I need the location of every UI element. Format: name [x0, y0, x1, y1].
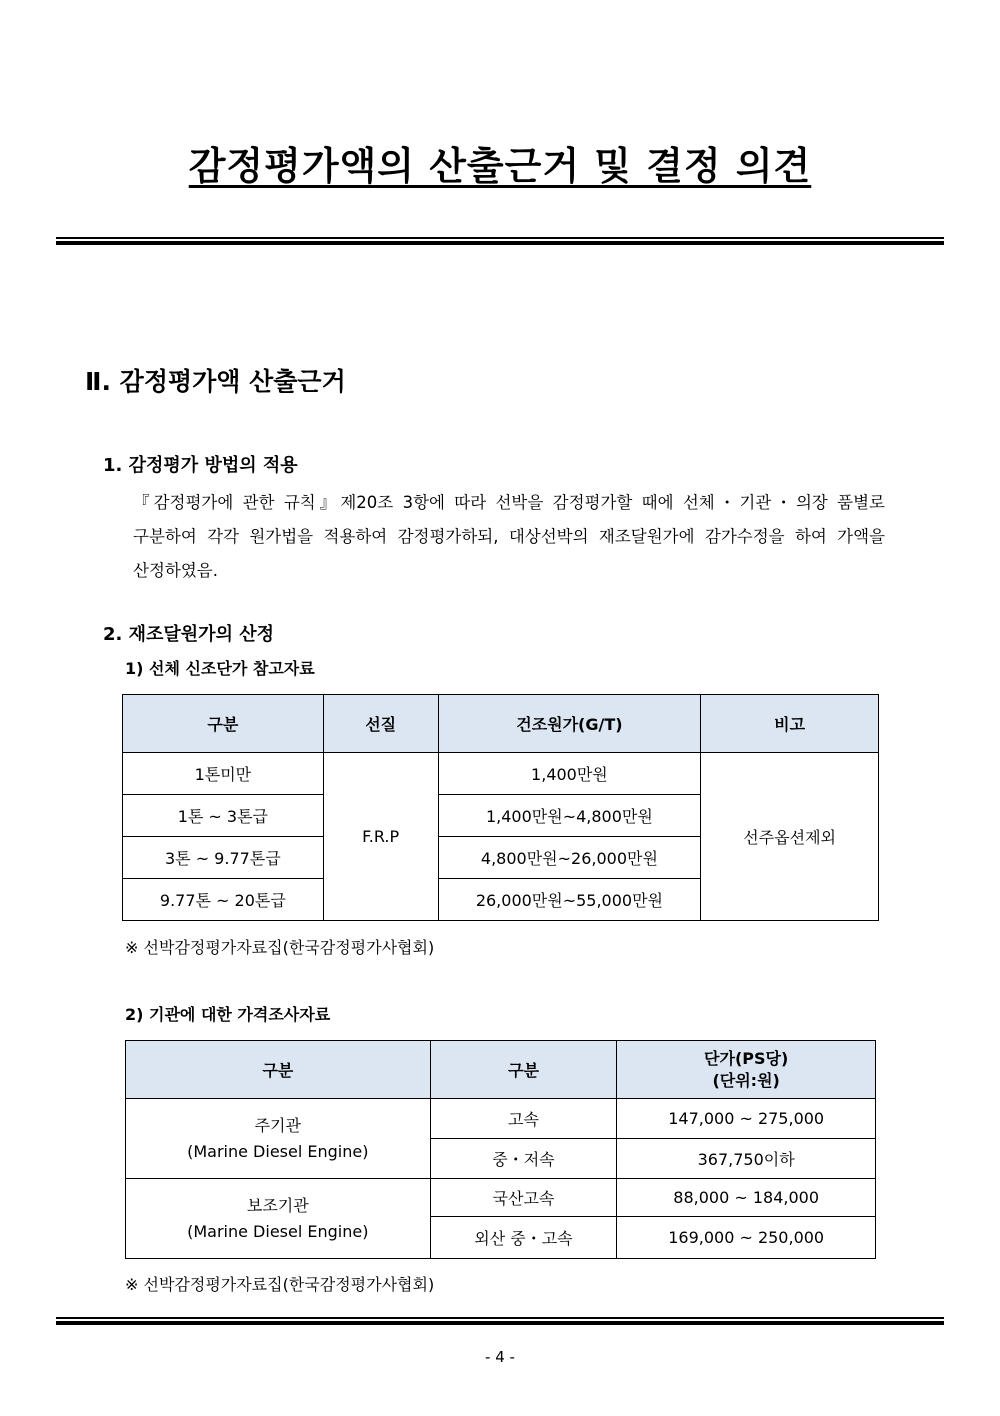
table-cell: 147,000 ~ 275,000 — [617, 1099, 876, 1139]
item1-paragraph: 『감정평가에 관한 규칙』제20조 3항에 따라 선박을 감정평가할 때에 선체・기관・의장 품별로 구분하여 각각 원가법을 적용하여 감정평가하되, 대상선박의 재조달원가에 감가수정을 하여 가액을 산정하였음. — [133, 493, 885, 580]
sub2-heading: 2) 기관에 대한 가격조사자료 — [125, 1005, 331, 1024]
page-title-text: 감정평가액의 산출근거 및 결정 의견 — [188, 144, 812, 188]
column-header: 비고 — [701, 695, 879, 753]
top-divider — [56, 235, 944, 245]
hull-cost-table — [122, 694, 879, 921]
table-row — [123, 753, 879, 795]
item2-heading: 2. 재조달원가의 산정 — [103, 624, 274, 645]
unit-price-label: 단가(PS당) — [704, 1048, 789, 1068]
engine-group-subname: (Marine Diesel Engine) — [187, 1221, 369, 1241]
material-cell: F.R.P — [323, 753, 438, 921]
unit-label: (단위:원) — [712, 1070, 780, 1090]
section-heading: Ⅱ. 감정평가액 산출근거 — [85, 367, 346, 396]
table-cell: 1톤미만 — [123, 753, 324, 795]
item1-heading: 1. 감정평가 방법의 적용 — [103, 455, 298, 476]
column-header: 선질 — [323, 695, 438, 753]
table-cell: 88,000 ~ 184,000 — [617, 1179, 876, 1217]
remark-cell: 선주옵션제외 — [701, 753, 879, 921]
table-cell: 169,000 ~ 250,000 — [617, 1217, 876, 1259]
sub1-heading: 1) 선체 신조단가 참고자료 — [125, 659, 315, 678]
engine-group-name: 주기관 — [254, 1115, 301, 1135]
engine-group-cell — [126, 1099, 431, 1179]
table2-source-note: ※ 선박감정평가자료집(한국감정평가사협회) — [125, 1275, 435, 1294]
engine-group-name: 보조기관 — [246, 1195, 309, 1215]
column-header: 건조원가(G/T) — [438, 695, 701, 753]
table-cell: 1,400만원 — [438, 753, 701, 795]
bottom-divider — [56, 1315, 944, 1325]
column-header: 구분 — [430, 1041, 617, 1099]
table-cell: 고속 — [430, 1099, 617, 1139]
table-header-row — [126, 1041, 876, 1099]
engine-price-table — [125, 1040, 876, 1259]
table-cell: 1,400만원~4,800만원 — [438, 795, 701, 837]
column-header: 구분 — [123, 695, 324, 753]
page-number: - 4 - — [485, 1348, 515, 1366]
table-cell: 외산 중・고속 — [430, 1217, 617, 1259]
engine-group-subname: (Marine Diesel Engine) — [187, 1141, 369, 1161]
table-header-row — [123, 695, 879, 753]
column-header: 구분 — [126, 1041, 431, 1099]
table-cell: 9.77톤 ~ 20톤급 — [123, 879, 324, 921]
table-cell: 3톤 ~ 9.77톤급 — [123, 837, 324, 879]
table-cell: 367,750이하 — [617, 1139, 876, 1179]
table1-source-note: ※ 선박감정평가자료집(한국감정평가사협회) — [125, 938, 435, 957]
page-title — [0, 135, 1000, 190]
table-cell: 26,000만원~55,000만원 — [438, 879, 701, 921]
table-cell: 중・저속 — [430, 1139, 617, 1179]
engine-group-cell — [126, 1179, 431, 1259]
table-cell: 4,800만원~26,000만원 — [438, 837, 701, 879]
column-header — [617, 1041, 876, 1099]
table-cell: 1톤 ~ 3톤급 — [123, 795, 324, 837]
table-row — [126, 1179, 876, 1217]
table-cell: 국산고속 — [430, 1179, 617, 1217]
table-row — [126, 1099, 876, 1139]
